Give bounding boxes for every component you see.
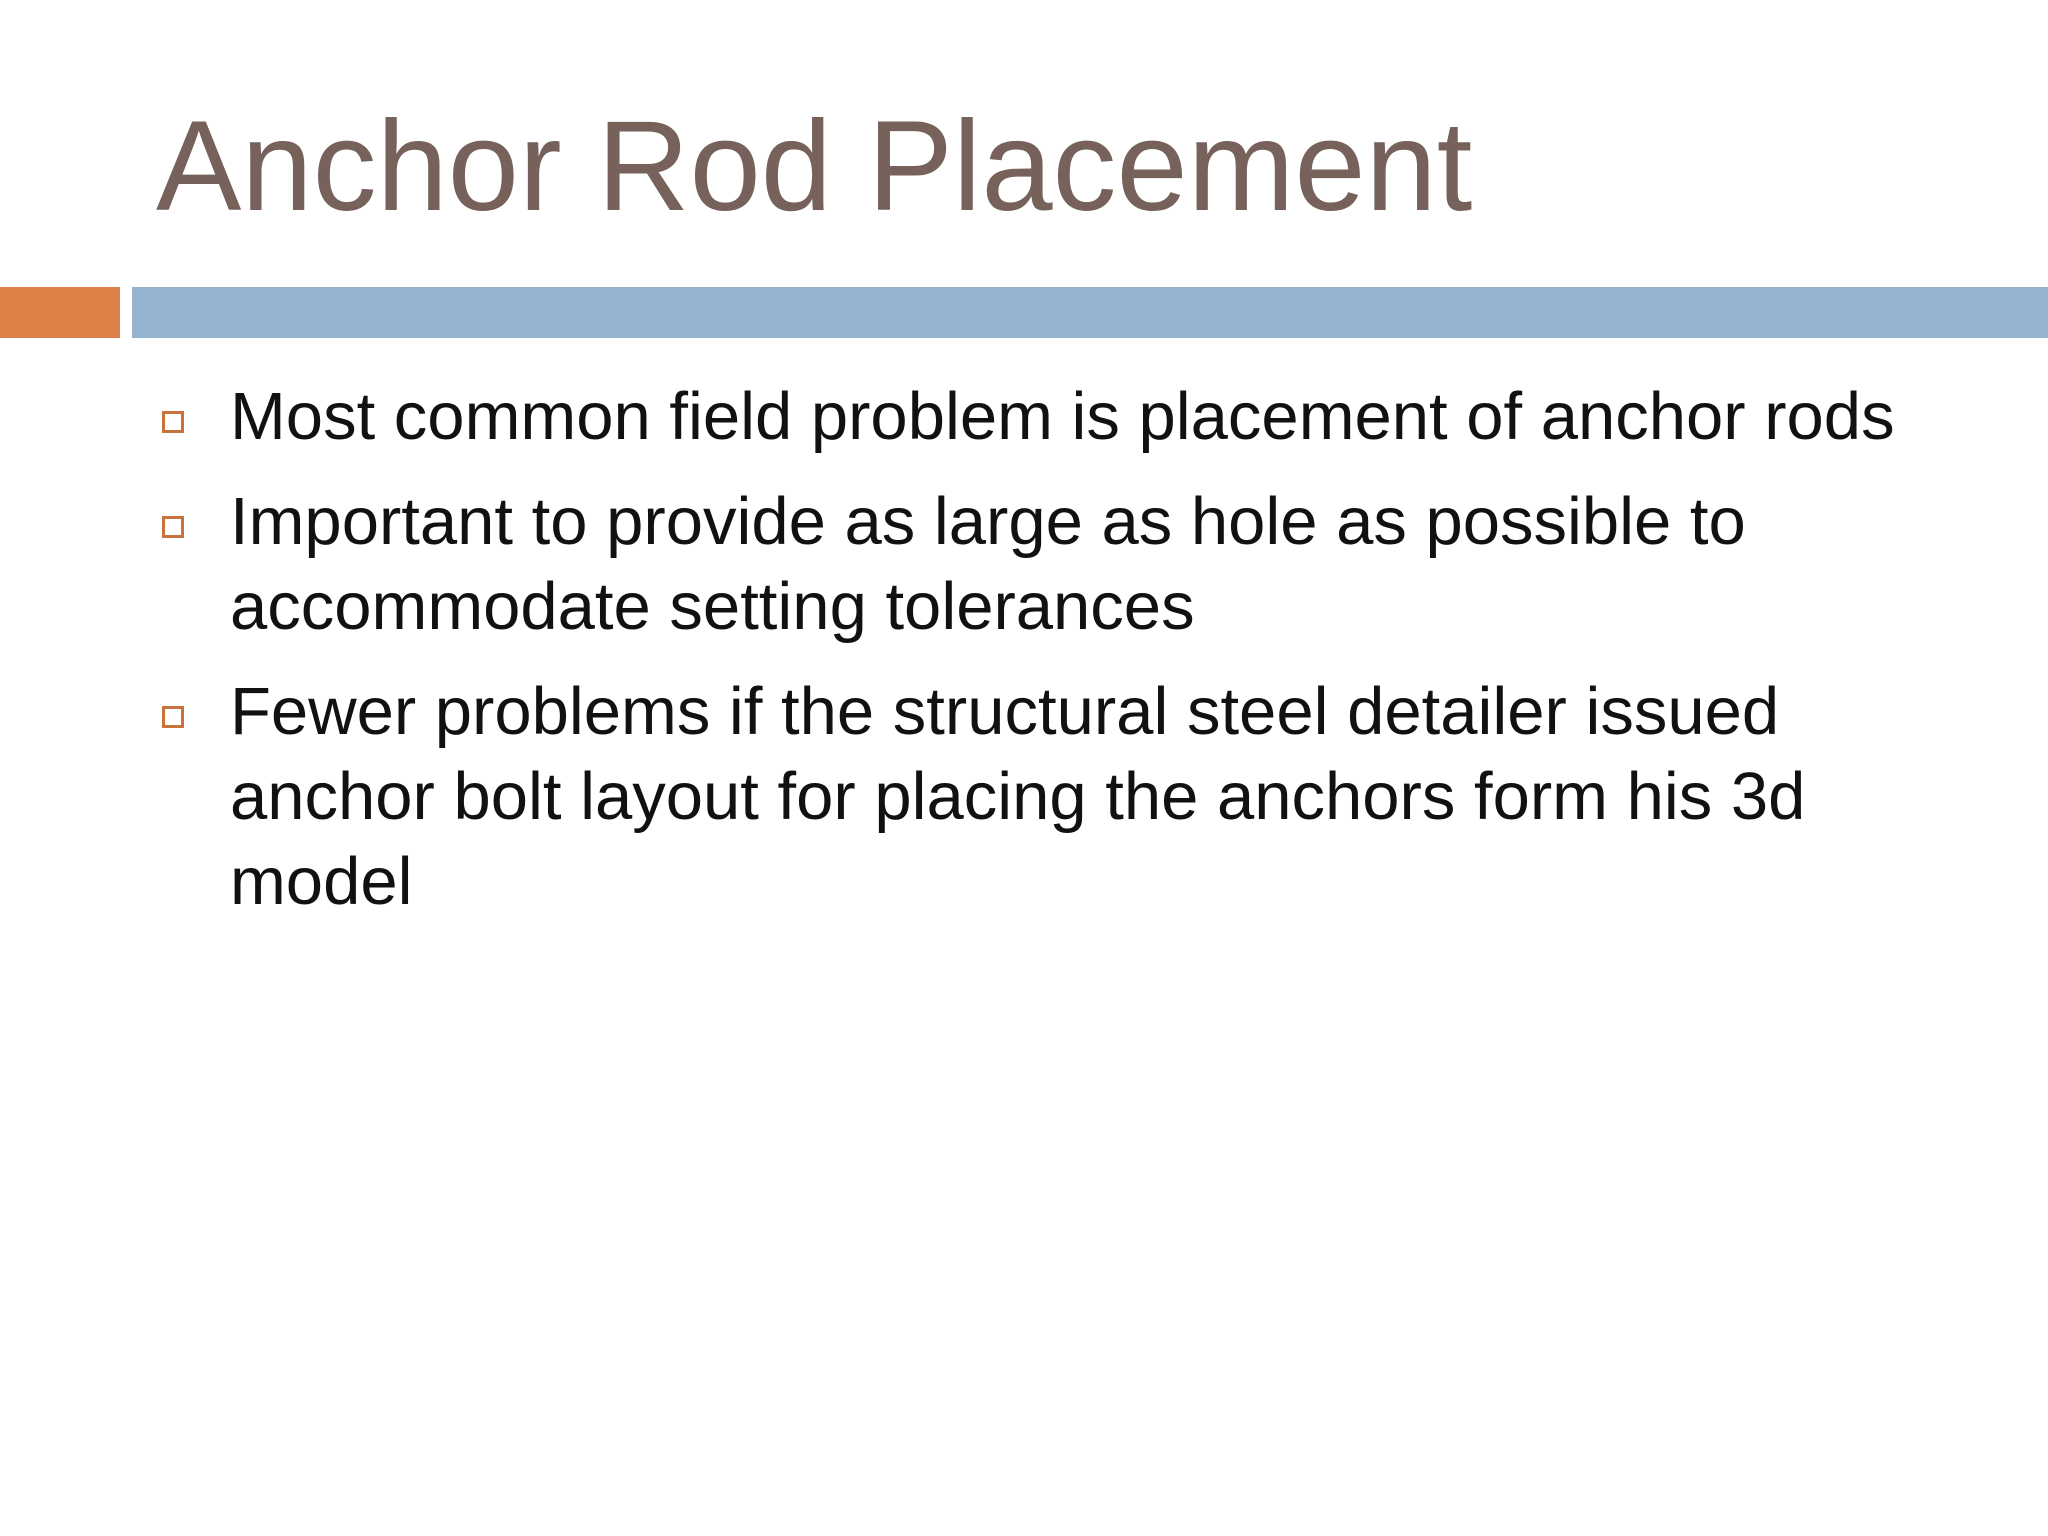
square-bullet-icon xyxy=(162,411,184,433)
bullet-item xyxy=(156,479,1976,649)
bullet-item xyxy=(156,374,1976,459)
bullet-text: Fewer problems if the structural steel detailer issued anchor bolt layout for placing the anchors form his 3d model xyxy=(230,674,1806,919)
accent-bar-blue xyxy=(132,287,2048,338)
bullet-text: Most common field problem is placement of anchor rods xyxy=(230,379,1895,454)
square-bullet-icon xyxy=(162,516,184,538)
square-bullet-icon xyxy=(162,706,184,728)
bullet-text: Important to provide as large as hole as possible to accommodate setting tolerances xyxy=(230,484,1746,644)
bullet-item xyxy=(156,669,1976,924)
bullet-list xyxy=(156,374,1976,944)
slide-title: Anchor Rod Placement xyxy=(156,95,1473,238)
accent-bar-orange xyxy=(0,287,120,338)
